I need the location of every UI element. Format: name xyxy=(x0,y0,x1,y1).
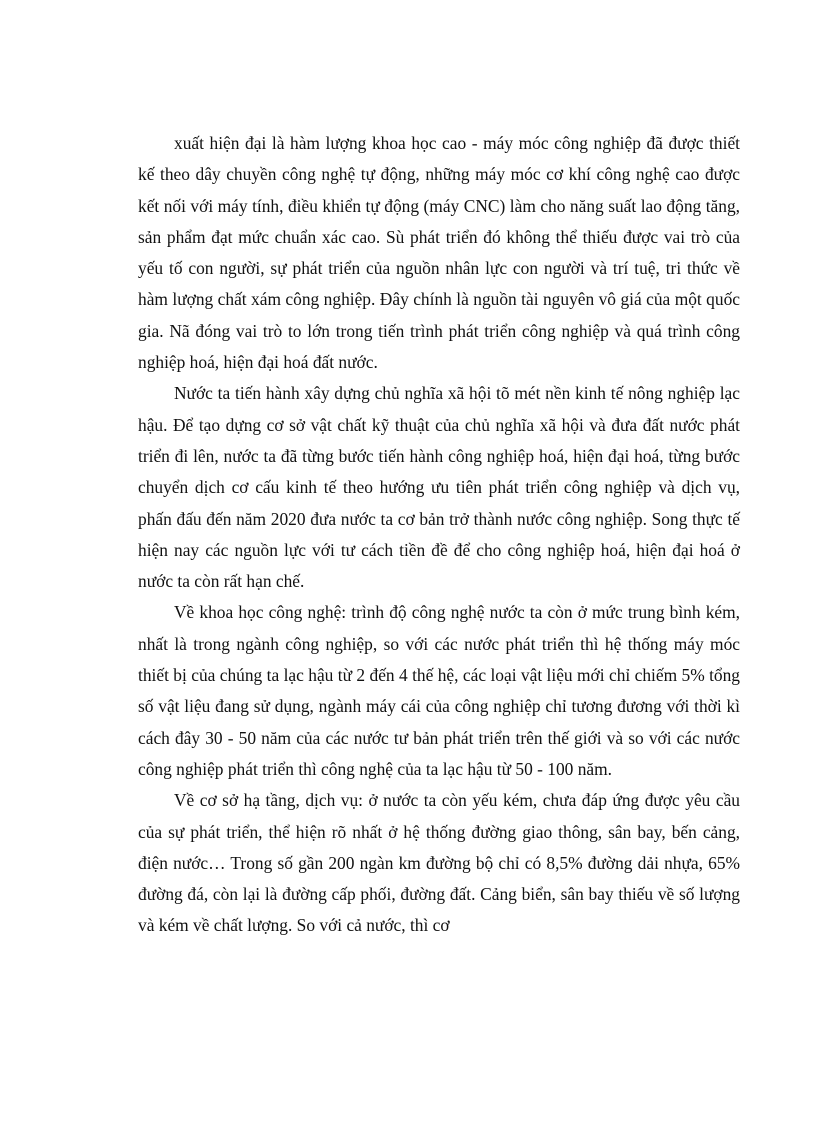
paragraph-1: xuất hiện đại là hàm lượng khoa học cao - máy móc công nghiệp đã được thiết kế theo dây chuyền công nghệ tự động, những máy móc cơ khí công nghệ cao được kết nối với máy tính, điều khiển tự động (máy CNC) làm cho năng suất lao động tăng, sản phẩm đạt mức chuẩn xác cao. Sù phát triển đó không thể thiếu được vai trò của yếu tố con người, sự phát triển của nguồn nhân lực con người và trí tuệ, tri thức về hàm lượng chất xám công nghiệp. Đây chính là nguồn tài nguyên vô giá của một quốc gia. Nã đóng vai trò to lớn trong tiến trình phát triển công nghiệp và quá trình công nghiệp hoá, hiện đại hoá đất nước. xyxy=(138,133,740,373)
paragraph-2: Nước ta tiến hành xây dựng chủ nghĩa xã hội tõ mét nền kinh tế nông nghiệp lạc hậu. Để tạo dựng cơ sở vật chất kỹ thuật của chủ nghĩa xã hội và đưa đất nước phát triển đi lên, nước ta đã từng bước tiến hành công nghiệp hoá, hiện đại hoá, từng bước chuyển dịch cơ cấu kinh tế theo hướng ưu tiên phát triển công nghiệp và dịch vụ, phấn đấu đến năm 2020 đưa nước ta cơ bản trở thành nước công nghiệp. Song thực tế hiện nay các nguồn lực với tư cách tiền đề để cho công nghiệp hoá, hiện đại hoá ở nước ta còn rất hạn chế. xyxy=(138,383,740,592)
paragraph-3: Về khoa học công nghệ: trình độ công nghệ nước ta còn ở mức trung bình kém, nhất là trong ngành công nghiệp, so với các nước phát triển thì hệ thống máy móc thiết bị của chúng ta lạc hậu từ 2 đến 4 thế hệ, các loại vật liệu mới chỉ chiếm 5% tổng số vật liệu đang sử dụng, ngành máy cái của công nghiệp chỉ tương đương với thời kì cách đây 30 - 50 năm của các nước tư bản phát triển trên thế giới và so với các nước công nghiệp phát triển thì công nghệ của ta lạc hậu từ 50 - 100 năm. xyxy=(138,602,740,779)
document-body xyxy=(138,128,740,942)
paragraph-4: Về cơ sở hạ tầng, dịch vụ: ở nước ta còn yếu kém, chưa đáp ứng được yêu cầu của sự phát triển, thể hiện rõ nhất ở hệ thống đường giao thông, sân bay, bến cảng, điện nước… Trong số gần 200 ngàn km đường bộ chỉ có 8,5% đường dải nhựa, 65% đường đá, còn lại là đường cấp phối, đường đất. Cảng biển, sân bay thiếu về số lượng và kém về chất lượng. So với cả nước, thì cơ xyxy=(138,790,740,936)
